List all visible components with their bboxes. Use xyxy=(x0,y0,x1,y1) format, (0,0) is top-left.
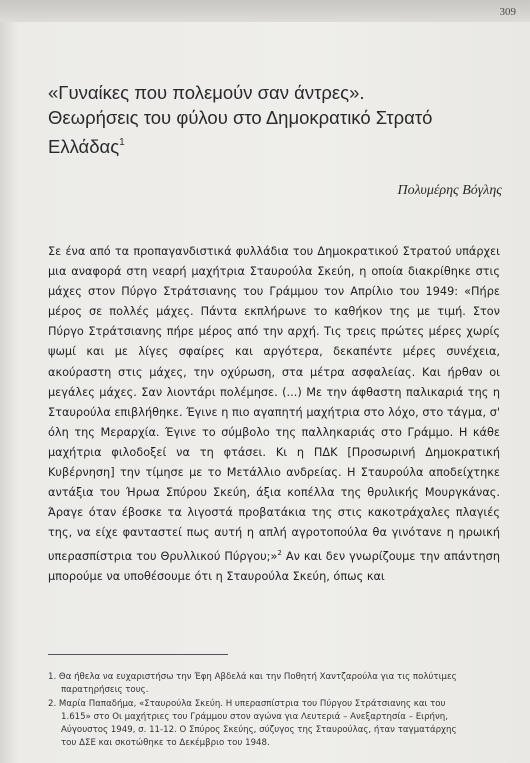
footnote-1 xyxy=(48,671,500,697)
footnote-2-continuation-a: 1.615» στο Οι μαχήτριες του Γράμμου στον αγώνα για Λευτεριά – Ανεξαρτησία – Ειρήνη, xyxy=(61,712,448,722)
footnote-1-text: 1. Θα ήθελα να ευχαριστήσω την Έφη Αβδελά και την Ποθητή Χαντζαρούλα για τις πολύτιμες xyxy=(48,672,457,682)
body-paragraph xyxy=(48,242,500,587)
body-text: Σε ένα από τα προπαγανδιστικά φυλλάδια του Δημοκρατικού Στρατού υπάρχει μια αναφορά στη νεαρή μαχήτρια Σταυρούλα Σκεύη, η οποία διακρίθηκε στις μάχες στον Πύργο Στράτσιανης του Γράμμου τον Απρίλιο του 1949: «Πήρε μέρος σε πολλές μάχες. Πάντα εκπλήρωνε το καθήκον της με τιμή. Στον Πύργο Στράτσιανης πήρε μέρος από την αρχή. Τις τρεις πρώτες μέρες χωρίς ψωμί και με λίγες σφαίρες και αργότερα, δεκαπέντε μέρες συνέχεια, ακούραστη στις μάχες, την οχύρωση, στα μέτρα ασφαλείας. Και ήρθαν οι μεγάλες μάχες. Σαν λιοντάρι πολέμησε. (...) Με την άφθαστη παλικαριά της η Σταυρούλα επιβλήθηκε. Έγινε η πιο αγαπητή μαχήτρια στο λόχο, στο τάγμα, σ' όλη της Μεραρχία. Έγινε το σύμβολο της παλληκαριάς στο Γράμμο. Η κάθε μαχήτρια φιλοδοξεί να τη φτάσει. Κι η ΠΔΚ [Προσωρινή Δημοκρατική Κυβέρνηση] την τίμησε με το Μετάλλιο ανδρείας. Η Σταυρούλα αποδείχτηκε αντάξια του Ήρωα Σπύρου Σκεύη, άξια κοπέλλα της θρυλικής Μουργκάνας. Άραγε όταν έβοσκε τα λιγοστά προβατάκια της στις κακοτράχαλες πλαγιές της, να είχε φανταστεί πως αυτή η απλή αγροτοπούλα θα γινότανε η ηρωική υπερασπίστρια του Θρυλλικού Πύργου;» xyxy=(48,245,500,564)
body-footnote-marker: 2 xyxy=(277,549,282,558)
footnote-separator xyxy=(48,654,228,655)
title-line-3: Ελλάδας xyxy=(48,136,120,157)
footnote-1-continuation: παρατηρήσεις τους. xyxy=(61,685,149,695)
title-line-2: Θεωρήσεις του φύλου στο Δημοκρατικό Στρατό xyxy=(48,107,433,128)
footnote-2 xyxy=(48,698,500,750)
footnote-2-continuation-c: του ΔΣΕ και σκοτώθηκε το Δεκέμβριο του 1948. xyxy=(61,738,270,748)
author-name: Πολυμέρης Βόγλης xyxy=(397,183,502,198)
page-header-bar xyxy=(0,0,530,22)
footnote-2-continuation-b: Αύγουστος 1949, σ. 11-12. Ο Σπύρος Σκεύης, σύζυγος της Σταυρούλας, ήταν ταγματάρχης xyxy=(61,725,457,735)
footnote-2-text: 2. Μαρία Παπαδήμα, «Σταυρούλα Σκεύη. Η υπερασπίστρια του Πύργου Στράτσιανης και του xyxy=(48,699,446,709)
title-footnote-marker: 1 xyxy=(119,137,125,148)
title-line-1: «Γυναίκες που πολεμούν σαν άντρες». xyxy=(48,82,365,103)
body-text-continued: Αν και δεν γνωρίζουμε την απάντηση μπορούμε να υποθέσουμε ότι η Σταυρούλα Σκεύη, όπως και xyxy=(48,550,500,584)
article-title xyxy=(48,80,488,159)
page-number: 309 xyxy=(499,6,516,18)
